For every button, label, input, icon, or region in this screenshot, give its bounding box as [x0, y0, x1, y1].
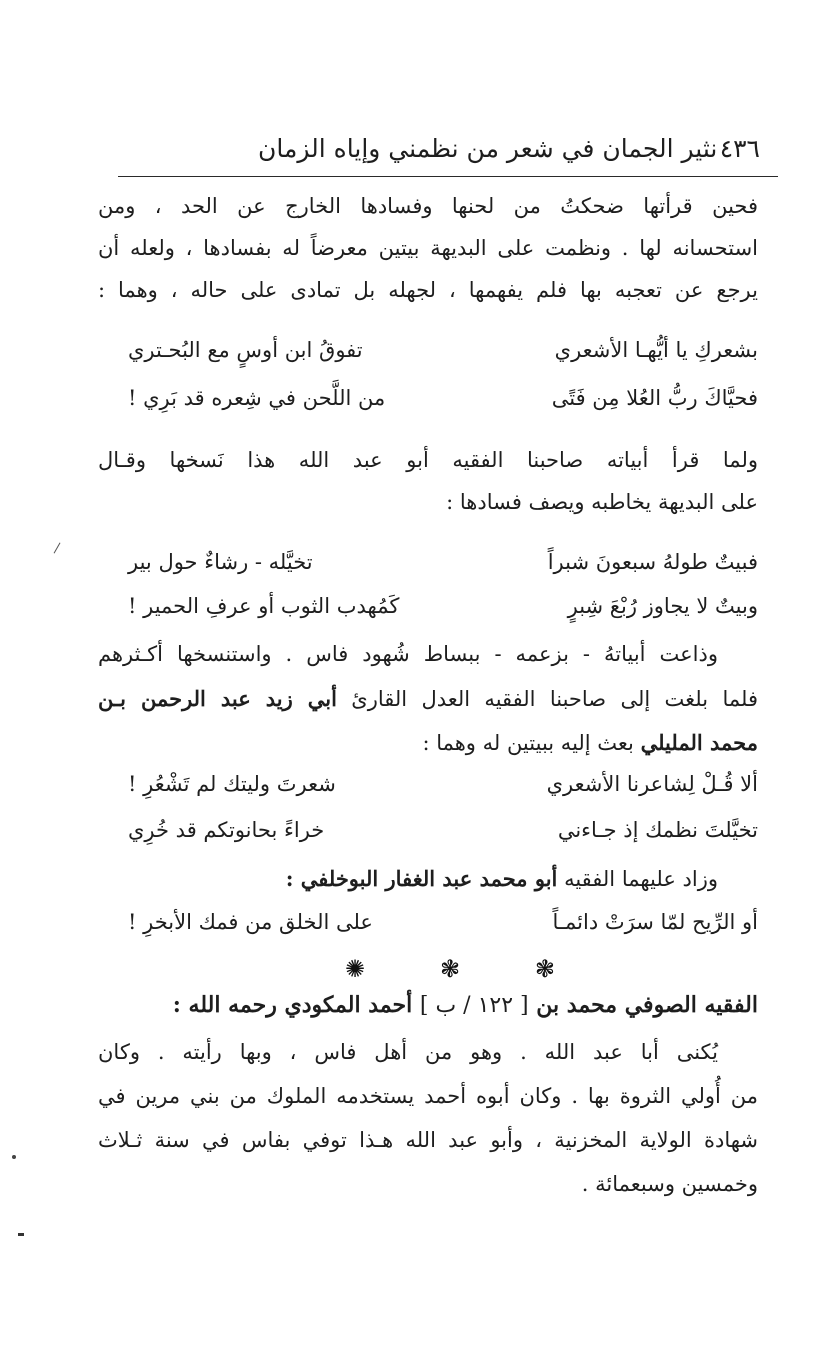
- page-header: [250, 128, 760, 168]
- verse-hemistich: شعرتَ وليتك لم تَشْعُرِ !: [128, 772, 336, 796]
- verse-line: [128, 818, 758, 842]
- verse-hemistich: أو الرِّيح لمّا سرَتْ دائمـاً: [552, 910, 758, 934]
- text-line: وذاعت أبياتهُ - بزعمه - ببساط شُهود فاس . واستنسخها أكـثرهم: [98, 642, 718, 666]
- text-line: ولما قرأ أبياته صاحبنا الفقيه أبو عبد الله هذا نَسخها وقـال: [98, 448, 758, 472]
- text-span: وزاد عليهما الفقيه: [557, 867, 718, 891]
- verse-line: [128, 594, 758, 618]
- verse-hemistich: ألا قُـلْ لِشاعرنا الأشعري: [546, 772, 758, 796]
- running-title: نثير الجمان في شعر من نظمني وإياه الزمان: [258, 133, 718, 163]
- page-number: ٤٣٦: [719, 133, 760, 163]
- text-line: على البديهة يخاطبه ويصف فسادها :: [446, 490, 758, 514]
- section-divider: [345, 955, 555, 983]
- ornament-icon: ❃: [439, 955, 461, 983]
- header-rule: [118, 176, 778, 177]
- text-line: [98, 866, 758, 891]
- verse-hemistich: تخيَّلتَ نظمك إذ جـاءني: [557, 818, 758, 842]
- verse-hemistich: كَمُهدب الثوب أو عرفِ الحمير !: [128, 594, 400, 618]
- text-span: بعث إليه ببيتين له وهما :: [422, 731, 641, 755]
- verse-hemistich: وبيتٌ لا يجاوز رُبْعَ شِبرٍ: [567, 594, 758, 618]
- verse-line: [128, 910, 758, 934]
- text-line: يرجع عن تعجبه بها فلم يفهمها ، لجهله بل تمادى على حاله ، وهما :: [98, 278, 758, 302]
- scan-mark: [18, 1233, 24, 1236]
- text-line: استحسانه لها . ونظمت على البديهة بيتين معرضاً له بفسادها ، ولعله أن: [98, 236, 758, 260]
- text-line: وخمسين وسبعمائة .: [581, 1172, 758, 1196]
- text-line: شهادة الولاية المخزنية ، وأبو عبد الله هـذا توفي بفاس في سنة ثـلاث: [98, 1128, 758, 1152]
- text-line: من أُولي الثروة بها . وكان أبوه أحمد يستخدمه الملوك من بني مرين في: [98, 1084, 758, 1108]
- text-line: [98, 686, 758, 711]
- verse-hemistich: تفوقُ ابن أوسٍ مع البُحـتري: [128, 338, 363, 362]
- verse-line: [128, 338, 758, 362]
- section-title-text: الفقيه الصوفي محمد بن: [536, 992, 758, 1018]
- section-title: [98, 992, 758, 1018]
- section-title-text: أحمد المكودي رحمه الله :: [172, 992, 413, 1018]
- verse-line: [128, 550, 758, 574]
- verse-hemistich: فبيتٌ طولهُ سبعونَ شبراً: [547, 550, 758, 574]
- text-line: فحين قرأتها ضحكتُ من لحنها وفسادها الخارج عن الحد ، ومن: [98, 194, 758, 218]
- text-span: فلما بلغت إلى صاحبنا الفقيه العدل القارئ: [336, 687, 758, 711]
- verse-hemistich: بشعركِ يا أيُّهـا الأشعري: [554, 338, 758, 362]
- manuscript-reference: [ ١٢٢ / ب ]: [419, 993, 529, 1018]
- scan-mark: [54, 543, 68, 558]
- verse-hemistich: خراءً بحانوتكم قد خُرِي: [128, 818, 325, 842]
- verse-line: [128, 772, 758, 796]
- scan-mark: [12, 1155, 16, 1159]
- verse-hemistich: على الخلق من فمك الأبخرِ !: [128, 910, 373, 934]
- verse-hemistich: فحيَّاكَ ربُّ العُلا مِن فَتًى: [551, 386, 758, 410]
- verse-hemistich: من اللَّحن في شِعره قد بَرِي !: [128, 386, 386, 410]
- verse-line: [128, 386, 758, 410]
- person-name: أبو محمد عبد الغفار البوخلفي :: [285, 866, 558, 891]
- person-name: أبي زيد عبد الرحمن بـن: [98, 686, 337, 711]
- verse-hemistich: تخيَّله - رشاءٌ حول بير: [128, 550, 313, 574]
- ornament-icon: ❃: [534, 955, 555, 983]
- text-line: [98, 730, 758, 755]
- person-name: محمد المليلي: [640, 730, 758, 755]
- text-line: يُكنى أبا عبد الله . وهو من أهل فاس ، وبها رأيته . وكان: [98, 1040, 718, 1064]
- ornament-icon: ✺: [345, 955, 366, 983]
